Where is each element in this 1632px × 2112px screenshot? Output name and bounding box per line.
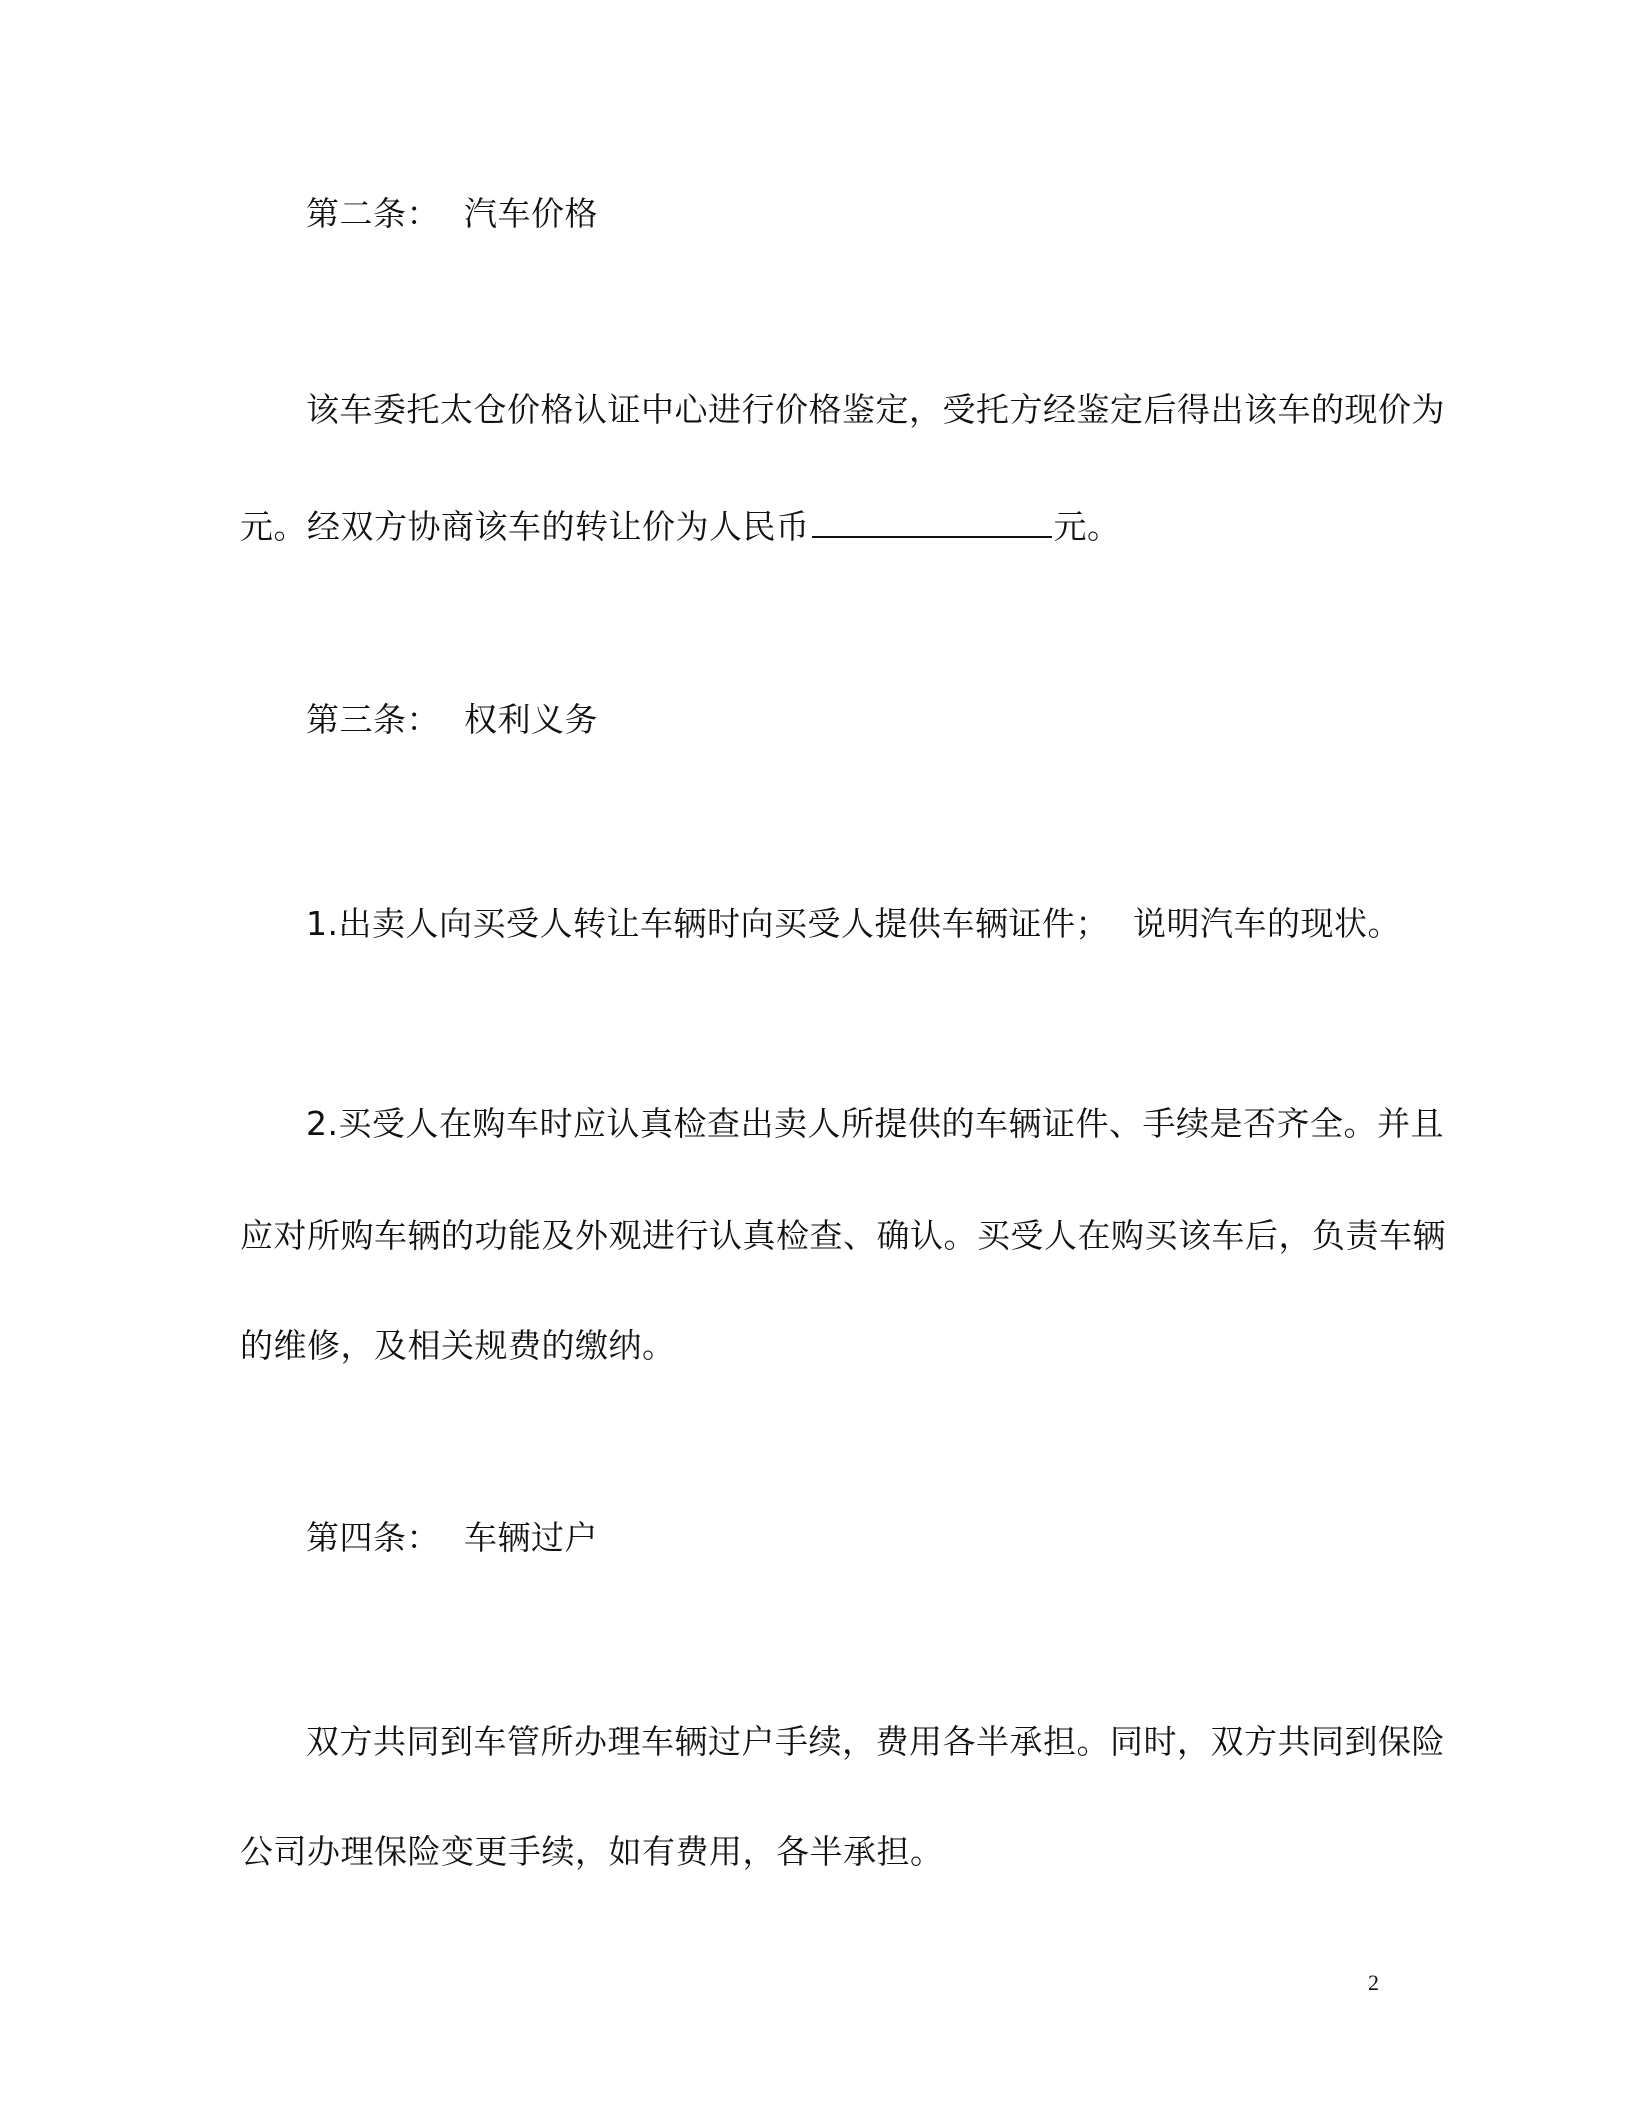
article3-heading-label: 第三条： — [306, 700, 440, 739]
article3-item2-line2: 应对所购车辆的功能及外观进行认真检查、确认。买受人在购买该车后，负责车辆 — [240, 1216, 1446, 1255]
article2-line2-after: 元。 — [1053, 507, 1121, 546]
article4-paragraph-line2: 公司办理保险变更手续，如有费用，各半承担。 — [240, 1832, 944, 1871]
article3-item1-tail: 说明汽车的现状。 — [1133, 904, 1401, 943]
page-number: 2 — [1368, 1970, 1379, 1995]
article2-line2-before: 元。经双方协商该车的转让价为人民币 — [240, 507, 810, 546]
article2-paragraph-line2 — [240, 506, 1121, 547]
article4-heading-title: 车辆过户 — [464, 1518, 598, 1557]
article4-heading-label: 第四条： — [306, 1518, 440, 1557]
article3-heading-title: 权利义务 — [464, 700, 598, 739]
article2-heading-label: 第二条： — [306, 194, 440, 233]
price-blank-field — [812, 506, 1052, 538]
article3-item1 — [306, 904, 1401, 944]
article3-heading — [306, 700, 598, 740]
article2-heading — [306, 194, 598, 234]
article3-item2-line1: 2.买受人在购车时应认真检查出卖人所提供的车辆证件、手续是否齐全。并且 — [306, 1104, 1444, 1143]
article2-paragraph-line1: 该车委托太仓价格认证中心进行价格鉴定，受托方经鉴定后得出该车的现价为 — [306, 390, 1445, 429]
article3-item2-line3: 的维修，及相关规费的缴纳。 — [240, 1326, 676, 1365]
article4-paragraph-line1: 双方共同到车管所办理车辆过户手续，费用各半承担。同时，双方共同到保险 — [306, 1722, 1445, 1761]
article2-heading-title: 汽车价格 — [464, 194, 598, 233]
article4-heading — [306, 1518, 598, 1558]
article3-item1-text: 1.出卖人向买受人转让车辆时向买受人提供车辆证件； — [306, 904, 1109, 943]
